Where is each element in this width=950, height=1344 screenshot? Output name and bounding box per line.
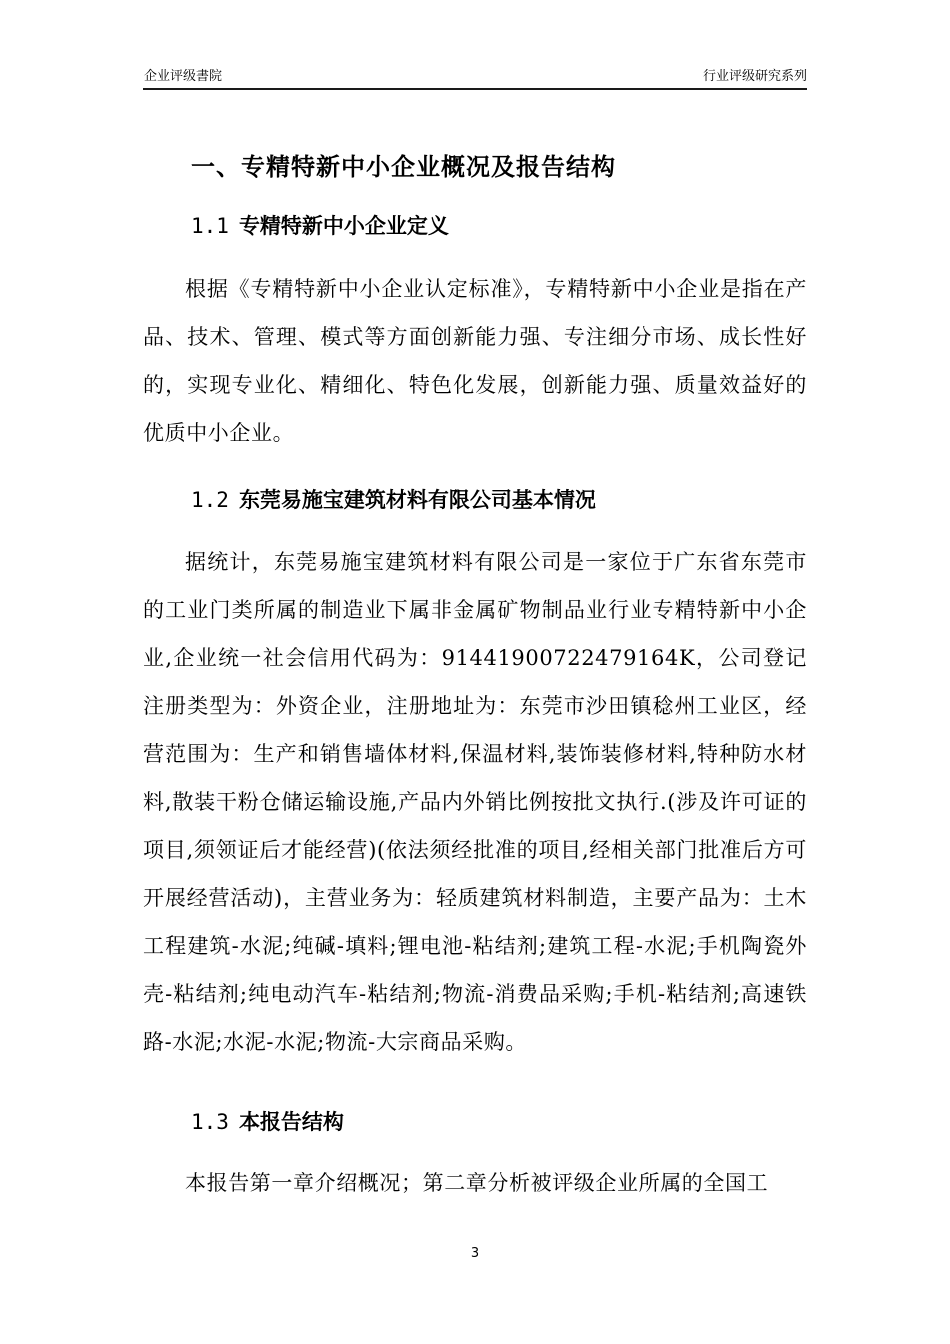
section-title: 东莞易施宝建筑材料有限公司基本情况 [238, 488, 596, 512]
section-paragraph-1-2: 据统计，东莞易施宝建筑材料有限公司是一家位于广东省东莞市的工业门类所属的制造业下属非金属矿物制品业行业专精特新中小企业,企业统一社会信用代码为：91441900722479164K，公司登记注册类型为：外资企业，注册地址为：东莞市沙田镇稔州工业区，经营范围为：生产和销售墙体材料,保温材料,装饰装修材料,特种防水材料,散装干粉仓储运输设施,产品内外销比例按批文执行.(涉及许可证的项目,须领证后才能经营)(依法须经批准的项目,经相关部门批准后方可开展经营活动)，主营业务为：轻质建筑材料制造，主要产品为：土木工程建筑-水泥;纯碱-填料;锂电池-粘结剂;建筑工程-水泥;手机陶瓷外壳-粘结剂;纯电动汽车-粘结剂;物流-消费品采购;手机-粘结剂;高速铁路-水泥;水泥-水泥;物流-大宗商品采购。 [143, 550, 807, 1054]
section-number: 1.3 [191, 1110, 229, 1134]
section-number: 1.2 [191, 488, 229, 512]
section-heading-1-1 [191, 210, 449, 240]
section-heading-1-2 [191, 484, 596, 514]
section-paragraph-1-1: 根据《专精特新中小企业认定标准》，专精特新中小企业是指在产品、技术、管理、模式等方面创新能力强、专注细分市场、成长性好的，实现专业化、精细化、特色化发展，创新能力强、质量效益好的优质中小企业。 [143, 277, 807, 445]
section-number: 1.1 [191, 214, 229, 238]
section-heading-1-3 [191, 1106, 344, 1136]
chapter-title: 一、专精特新中小企业概况及报告结构 [191, 153, 616, 181]
page-number: 3 [470, 1246, 480, 1261]
section-title: 本报告结构 [238, 1110, 344, 1134]
section-title: 专精特新中小企业定义 [238, 214, 449, 238]
page-header [143, 68, 807, 90]
header-series: 行业评级研究系列 [702, 69, 807, 84]
section-paragraph-1-3: 本报告第一章介绍概况；第二章分析被评级企业所属的全国工 [185, 1171, 769, 1195]
header-publisher: 企业评级書院 [144, 69, 223, 84]
